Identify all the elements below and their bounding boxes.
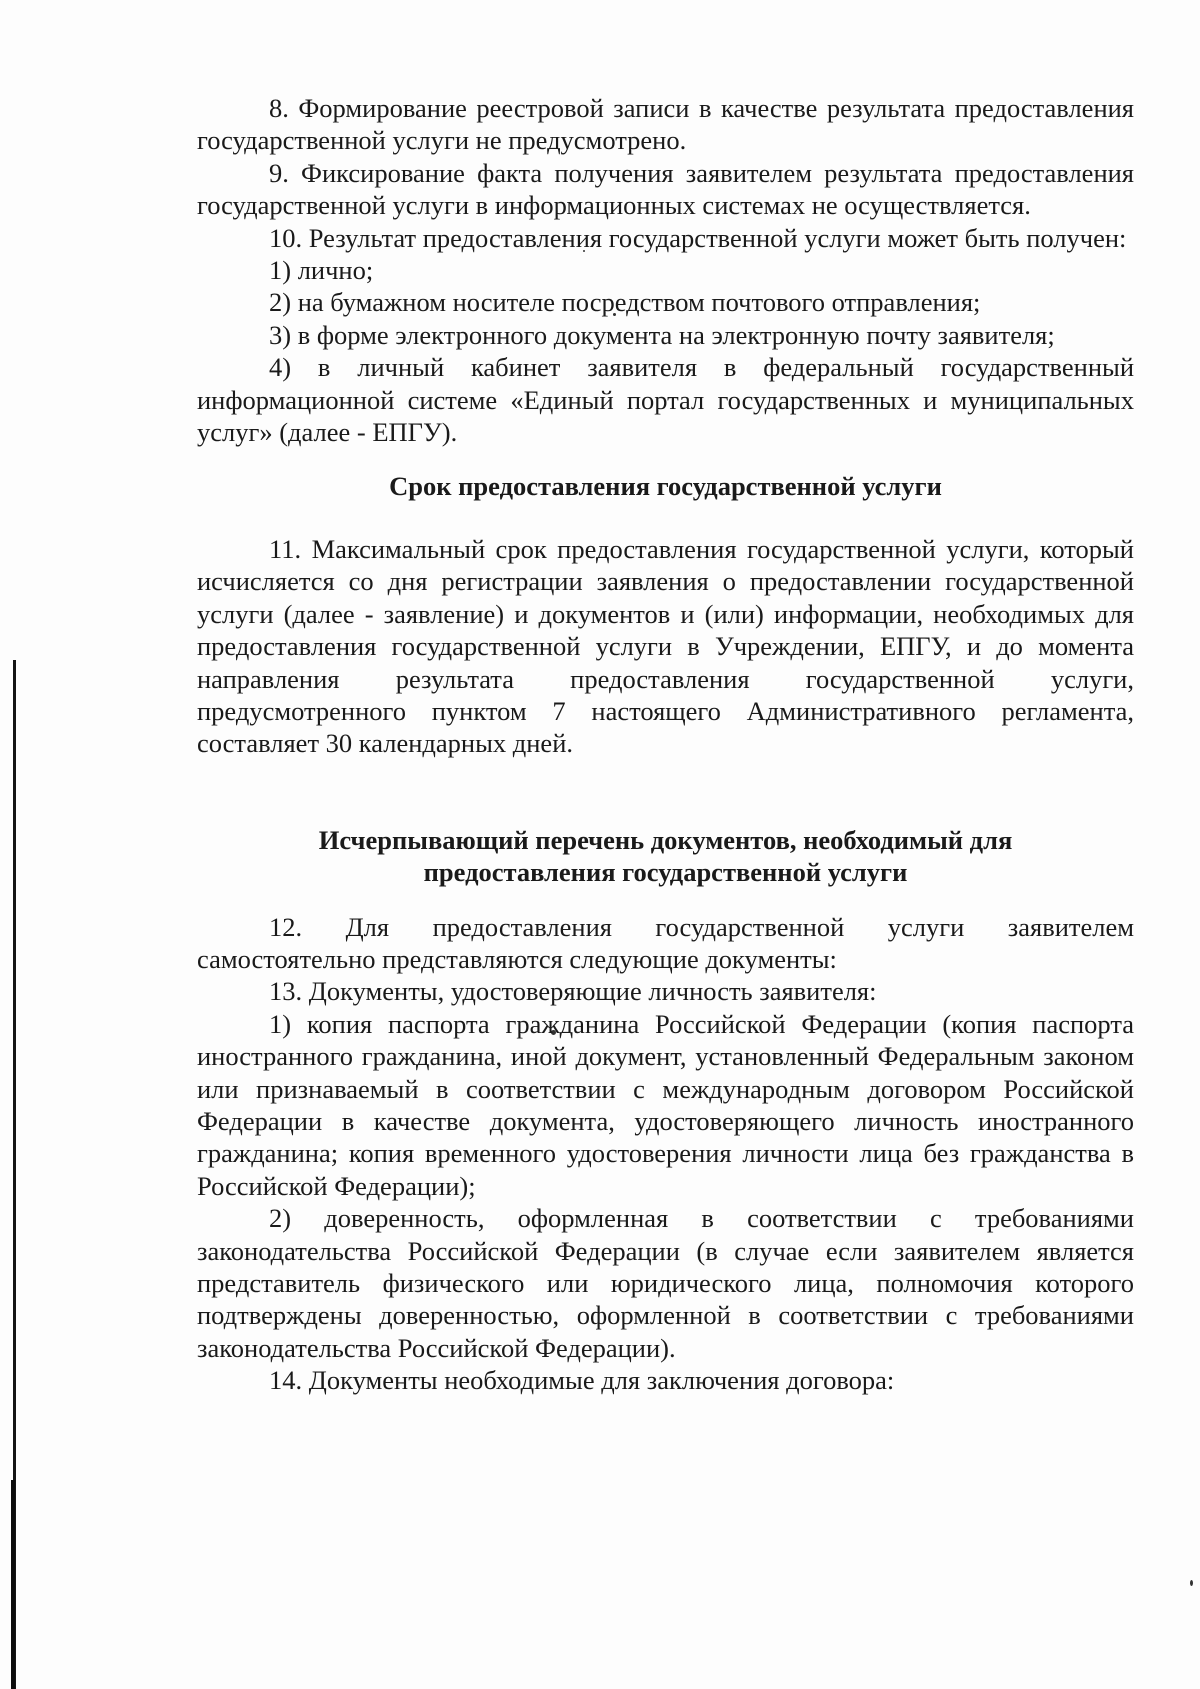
paragraph-14: 14. Документы необходимые для заключения договора: — [269, 1365, 895, 1396]
paragraph-8: 8. Формирование реестровой записи в качестве результата предоставления государственной услуги не предусмотрено. — [197, 93, 1134, 156]
paragraph-10: 10. Результат предоставления государственной услуги может быть получен: — [269, 222, 1127, 253]
section-heading-documents-line1: Исчерпывающий перечень документов, необходимый для — [318, 824, 1013, 855]
list-item: 2) доверенность, оформленная в соответствии с требованиями законодательства Российской Федерации (в случае если заявителем является представитель физического или юридического лица, полномочия которого подтверждены доверенностью, оформленной в соответствии с требованиями законодательства Российской Федерации). — [197, 1203, 1134, 1363]
scan-edge-artifact-bottom — [11, 1480, 15, 1689]
section-heading-documents-line2: предоставления государственной услуги — [423, 857, 908, 888]
paragraph-12: 12. Для предоставления государственной услуги заявителем самостоятельно представляются следующие документы: — [197, 911, 1134, 974]
list-item: 3) в форме электронного документа на электронную почту заявителя; — [269, 319, 1055, 350]
list-item: 4) в личный кабинет заявителя в федеральный государственный информационной системе «Единый портал государственных и муниципальных услуг» (далее - ЕПГУ). — [197, 352, 1134, 448]
list-item: 2) на бумажном носителе посредством почтового отправления; — [269, 287, 981, 318]
section-heading-term: Срок предоставления государственной услуги — [389, 471, 942, 502]
paragraph-13: 13. Документы, удостоверяющие личность заявителя: — [269, 976, 877, 1007]
paragraph-11: 11. Максимальный срок предоставления государственной услуги, который исчисляется со дня регистрации заявления о предоставлении государственной услуги (далее - заявление) и документов и (или) информации, необходимых для предоставления государственной услуги в Учреждении, ЕПГУ, и до момента направления результата предоставления государственной услуги, предусмотренного пунктом 7 настоящего Административного регламента, составляет 30 календарных дней. — [197, 533, 1134, 759]
list-item: 1) лично; — [269, 255, 374, 286]
document-body — [197, 92, 1134, 1397]
scan-speck — [1190, 1580, 1193, 1586]
paragraph-9: 9. Фиксирование факта получения заявителем результата предоставления государственной услуги в информационных системах не осуществляется. — [197, 157, 1134, 221]
list-item: 1) копия паспорта гражданина Российской Федерации (копия паспорта иностранного гражданина, иной документ, установленный Федеральным законом или признаваемый в соответствии с международным договором Российской Федерации в качестве документа, удостоверяющего личность иностранного гражданина; копия временного удостоверения личности лица без гражданства в Российской Федерации); — [197, 1008, 1134, 1201]
